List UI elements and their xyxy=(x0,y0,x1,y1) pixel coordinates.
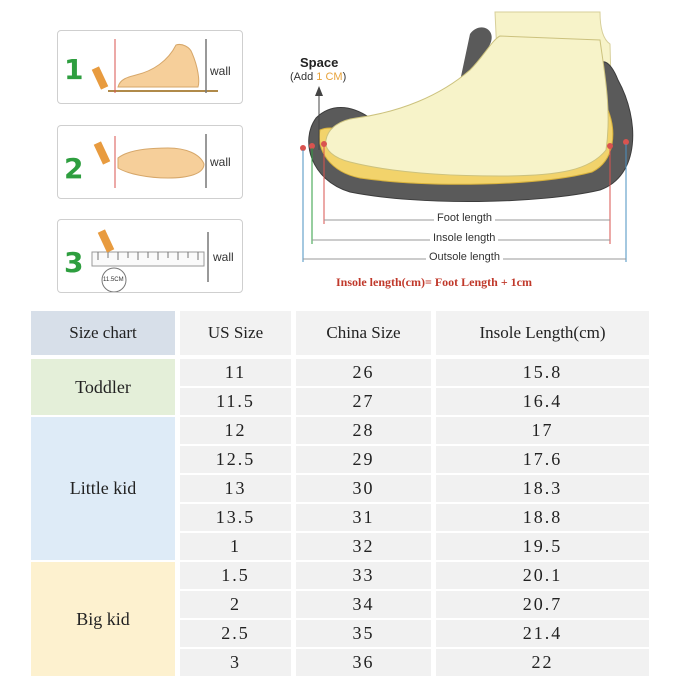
table-header-cell: Size chart xyxy=(31,311,175,355)
china-size-cell: 34 xyxy=(296,591,431,618)
us-size-cell: 12 xyxy=(180,417,291,444)
step-2-panel xyxy=(57,125,243,199)
china-size-cell: 35 xyxy=(296,620,431,647)
insole-length-cell: 18.3 xyxy=(436,475,649,502)
step-number-1: 1 xyxy=(64,53,84,86)
china-size-cell: 36 xyxy=(296,649,431,676)
insole-length-cell: 17.6 xyxy=(436,446,649,473)
china-size-cell: 33 xyxy=(296,562,431,589)
insole-length-cell: 15.8 xyxy=(436,359,649,386)
category-cell: Big kid xyxy=(31,562,175,676)
china-size-cell: 27 xyxy=(296,388,431,415)
insole-length-cell: 16.4 xyxy=(436,388,649,415)
insole-length-label: Insole length xyxy=(430,232,498,244)
insole-length-cell: 17 xyxy=(436,417,649,444)
wall-label: wall xyxy=(210,64,231,78)
china-size-cell: 31 xyxy=(296,504,431,531)
wall-label: wall xyxy=(210,155,231,169)
us-size-cell: 2.5 xyxy=(180,620,291,647)
us-size-cell: 2 xyxy=(180,591,291,618)
outsole-length-label: Outsole length xyxy=(426,251,503,263)
us-size-cell: 12.5 xyxy=(180,446,291,473)
step-1-panel xyxy=(57,30,243,104)
china-size-cell: 32 xyxy=(296,533,431,560)
us-size-cell: 11 xyxy=(180,359,291,386)
us-size-cell: 3 xyxy=(180,649,291,676)
table-header-cell: Insole Length(cm) xyxy=(436,311,649,355)
us-size-cell: 13.5 xyxy=(180,504,291,531)
insole-length-cell: 22 xyxy=(436,649,649,676)
space-accent: 1 CM xyxy=(316,71,343,83)
insole-length-cell: 20.7 xyxy=(436,591,649,618)
us-size-cell: 1.5 xyxy=(180,562,291,589)
insole-length-cell: 19.5 xyxy=(436,533,649,560)
space-subtitle: (Add 1 CM) xyxy=(290,71,347,83)
step-number-3: 3 xyxy=(64,246,84,279)
table-header-cell: China Size xyxy=(296,311,431,355)
us-size-cell: 1 xyxy=(180,533,291,560)
us-size-cell: 11.5 xyxy=(180,388,291,415)
step-number-2: 2 xyxy=(64,152,84,185)
wall-label: wall xyxy=(213,250,234,264)
category-cell: Little kid xyxy=(31,417,175,560)
china-size-cell: 28 xyxy=(296,417,431,444)
insole-length-cell: 20.1 xyxy=(436,562,649,589)
china-size-cell: 30 xyxy=(296,475,431,502)
insole-length-cell: 21.4 xyxy=(436,620,649,647)
ruler-mark-label: 11.5CM xyxy=(103,277,124,283)
space-title: Space xyxy=(300,55,339,70)
insole-formula: Insole length(cm)= Foot Length + 1cm xyxy=(336,275,532,289)
category-cell: Toddler xyxy=(31,359,175,415)
step-3-panel xyxy=(57,219,243,293)
insole-length-cell: 18.8 xyxy=(436,504,649,531)
foot-length-label: Foot length xyxy=(434,212,495,224)
china-size-cell: 26 xyxy=(296,359,431,386)
table-header-cell: US Size xyxy=(180,311,291,355)
us-size-cell: 13 xyxy=(180,475,291,502)
china-size-cell: 29 xyxy=(296,446,431,473)
